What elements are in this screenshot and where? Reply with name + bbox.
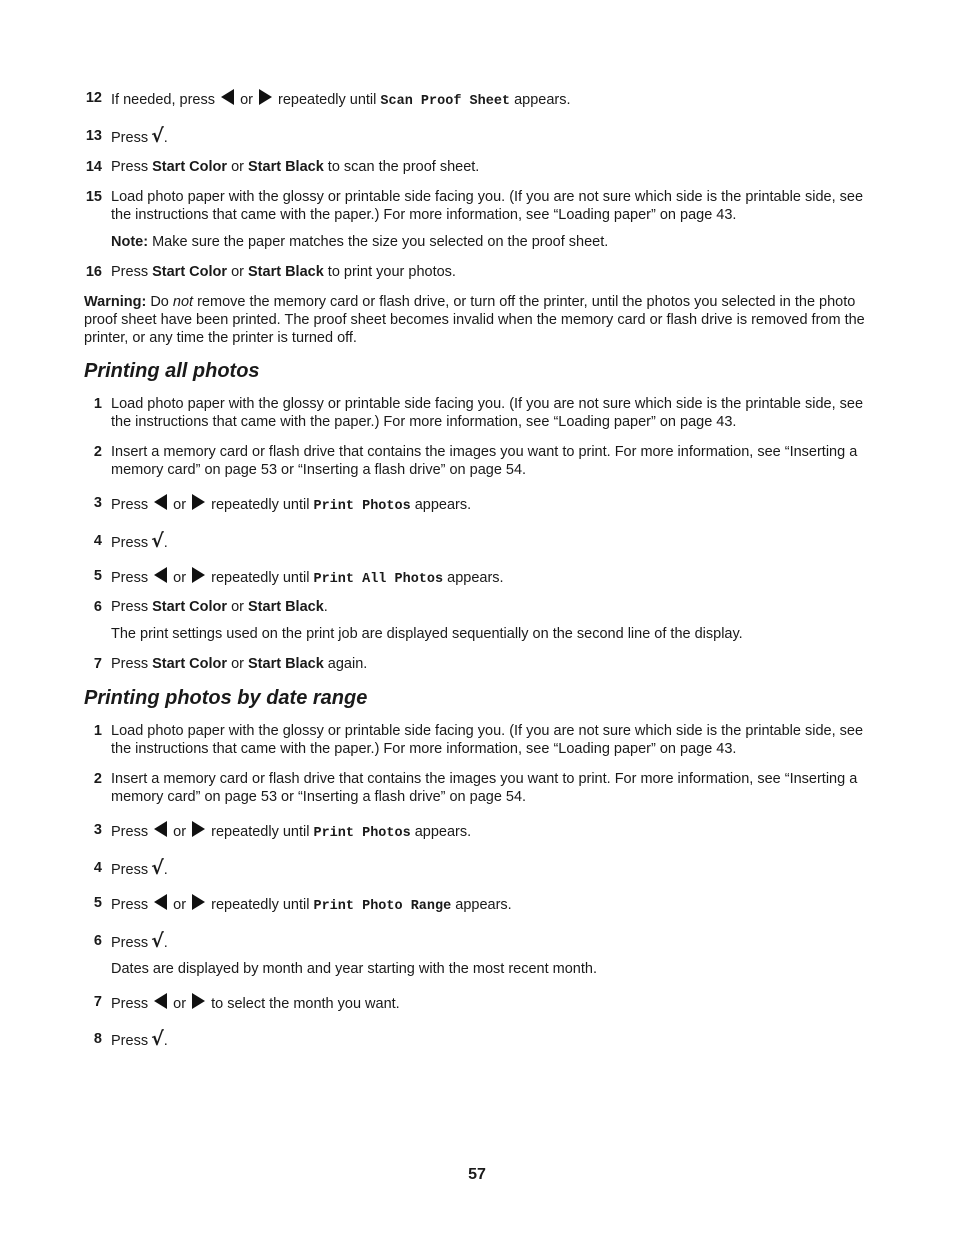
checkmark-icon: √	[151, 857, 164, 879]
right-arrow-icon	[192, 494, 205, 510]
right-arrow-icon	[192, 821, 205, 837]
right-arrow-icon	[192, 567, 205, 583]
step-number: 1	[93, 396, 102, 412]
step-number: 15	[85, 189, 102, 205]
step-number: 7	[93, 656, 102, 672]
step-number: 12	[85, 90, 102, 106]
step-number: 3	[93, 822, 102, 838]
right-arrow-icon	[259, 89, 272, 105]
step-number: 16	[85, 264, 102, 280]
step-number: 6	[93, 599, 102, 615]
step-number: 7	[93, 994, 102, 1010]
right-arrow-icon	[192, 993, 205, 1009]
display-text: Print Photos	[313, 826, 411, 841]
display-text: Print All Photos	[313, 572, 444, 587]
step-number: 14	[85, 159, 102, 175]
display-text: Print Photo Range	[313, 899, 452, 914]
left-arrow-icon	[154, 494, 167, 510]
left-arrow-icon	[154, 567, 167, 583]
step-number: 5	[93, 895, 102, 911]
step-number: 4	[93, 533, 102, 549]
step-number: 2	[93, 771, 102, 787]
page-number: 57	[468, 1166, 486, 1183]
checkmark-icon: √	[151, 530, 164, 552]
section-heading: Printing all photos	[84, 360, 260, 382]
step-number: 8	[93, 1031, 102, 1047]
step-number: 1	[93, 723, 102, 739]
step-number: 3	[93, 495, 102, 511]
right-arrow-icon	[192, 894, 205, 910]
left-arrow-icon	[221, 89, 234, 105]
checkmark-icon: √	[151, 1028, 164, 1050]
step-note: The print settings used on the print job are displayed sequentially on the second line of the display.	[111, 626, 743, 642]
left-arrow-icon	[154, 894, 167, 910]
display-text: Scan Proof Sheet	[380, 94, 511, 109]
step-number: 6	[93, 933, 102, 949]
left-arrow-icon	[154, 821, 167, 837]
step-number: 5	[93, 568, 102, 584]
checkmark-icon: √	[151, 930, 164, 952]
step-number: 4	[93, 860, 102, 876]
left-arrow-icon	[154, 993, 167, 1009]
display-text: Print Photos	[313, 499, 411, 514]
step-number: 13	[85, 128, 102, 144]
checkmark-icon: √	[151, 125, 164, 147]
step-number: 2	[93, 444, 102, 460]
step-note: Dates are displayed by month and year starting with the most recent month.	[111, 961, 597, 977]
section-heading: Printing photos by date range	[84, 687, 368, 709]
warning-paragraph: Warning: Do not remove the memory card or flash drive, or turn off the printer, until the photos you selected in the photo proof sheet have been printed. The proof sheet becomes invalid when the memory card or flash drive is removed from the printer, or any time the printer is turned off.	[84, 294, 865, 346]
note: Note: Make sure the paper matches the size you selected on the proof sheet.	[111, 234, 609, 250]
